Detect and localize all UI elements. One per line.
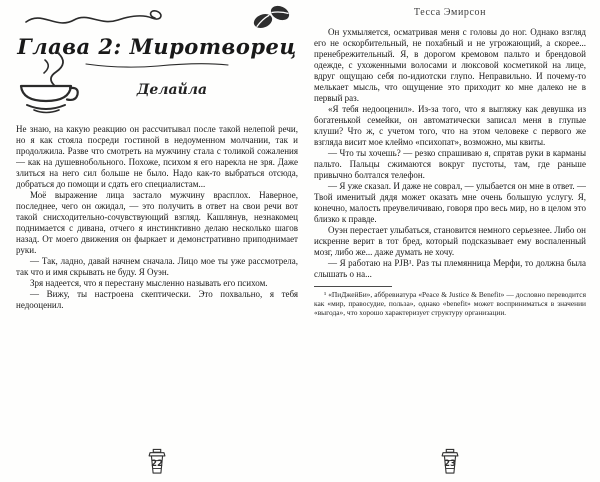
coffee-cup-icon	[16, 50, 82, 118]
paragraph: Зря надеется, что я перестану мысленно называть его психом.	[30, 278, 268, 288]
paragraph: — Так, ладно, давай начнем сначала. Лицо мое ты уже рассмотрела, так что и имя скрывать не буду. Я Оуэн.	[16, 256, 298, 277]
page-number-cup-left	[144, 447, 170, 476]
footnote-separator	[314, 286, 392, 287]
right-page	[314, 0, 586, 482]
paragraph: Не знаю, на какую реакцию он рассчитывал после такой нелепой речи, но я как стояла посреди гостиной в недоуменном молчании, так и продолжила. Разве что смотреть на мужчину стала с толикой сожаления — как на душевнобольного. Похоже, психом я его нарекла не зря. Даже злиться на него сил больше не было. Надо как-то выбраться отсюда, добраться до помощи и сдать его специалистам...	[16, 124, 298, 189]
right-page-body	[314, 27, 586, 280]
paragraph: — Вижу, ты настроена скептически. Это похвально, я тебя недооценил.	[16, 289, 298, 310]
paragraph: Он ухмыляется, осматривая меня с головы до ног. Однако взгляд его не оскорбительный, не похабный и не угрожающий, а скорее... пренебрежительный. Я, в дорогом кремовом пальто и брендовой одежде, с ухоженными волосами и люксовой косметикой на лице, вдруг ощущаю себя по-идиотски глупо. Неправильно. И почему-то мелькает мысль, что ощущение это приходит ко мне далеко не в первый раз.	[314, 27, 586, 103]
paragraph: «Я тебя недооценил». Из-за того, что я выгляжу как девушка из богатенькой семейки, он автоматически записал меня в глупые клуши? Что ж, с учетом того, что на этом человеке с первого же взгляда висит мое клеймо «психопат», возможно, мы квиты.	[314, 104, 586, 147]
title-flourish-icon	[82, 60, 232, 68]
paragraph: — Я уже сказал. И даже не соврал, — улыбается он мне в ответ. — Твой именитый дядя может оказать мне очень большую услугу. Я, конечно, малость преувеличиваю, говоря про весь мир, но в целом это близко к правде.	[314, 181, 586, 224]
left-page	[16, 0, 298, 482]
paragraph: — Я работаю на PJB¹. Раз ты племянница Мерфи, то должна была слышать о на...	[314, 258, 586, 279]
paragraph: Оуэн перестает улыбаться, становится немного серьезнее. Либо он искренне верит в тот бред, который подсказывает ему воспаленный мозг, либо же... даже думать не хочу.	[314, 225, 586, 257]
running-header: Тесса Эмирсон	[413, 7, 487, 18]
page-number-cup-right	[437, 447, 463, 476]
paragraph: — Что ты хочешь? — резко спрашиваю я, спрятав руки в карманы пальто. Пальцы сжимаются вокруг пустоты, там, где раньше привычно болтался телефон.	[314, 148, 586, 180]
paragraph: Моё выражение лица застало мужчину врасплох. Наверное, последнее, чего он ожидал, — это получить в ответ на свои речи вот такой снисходительно-сочувствующий взгляд. Кашлянув, незнакомец поднимается с дивана, отчего я инстинктивно делаю несколько шагов назад. От моего движения он фыркает и демонстративно приподнимает руки.	[16, 190, 298, 255]
flourish-swirl-icon	[22, 6, 182, 32]
footnote: ¹ «ПиДжейБи», аббревиатура «Peace & Justice & Benefit» — дословно переводится как «мир, правосудие, польза», однако «benefit» может восприниматься в значении «выгода», что хорошо характеризует структуру организации.	[314, 290, 586, 317]
chapter-title: Глава 2: Миротворец	[17, 34, 297, 59]
left-page-body	[16, 124, 298, 311]
page-number: 23	[444, 459, 456, 469]
chapter-subtitle: Делайла	[136, 82, 208, 98]
page-number: 22	[151, 459, 163, 469]
coffee-beans-icon	[248, 2, 296, 34]
